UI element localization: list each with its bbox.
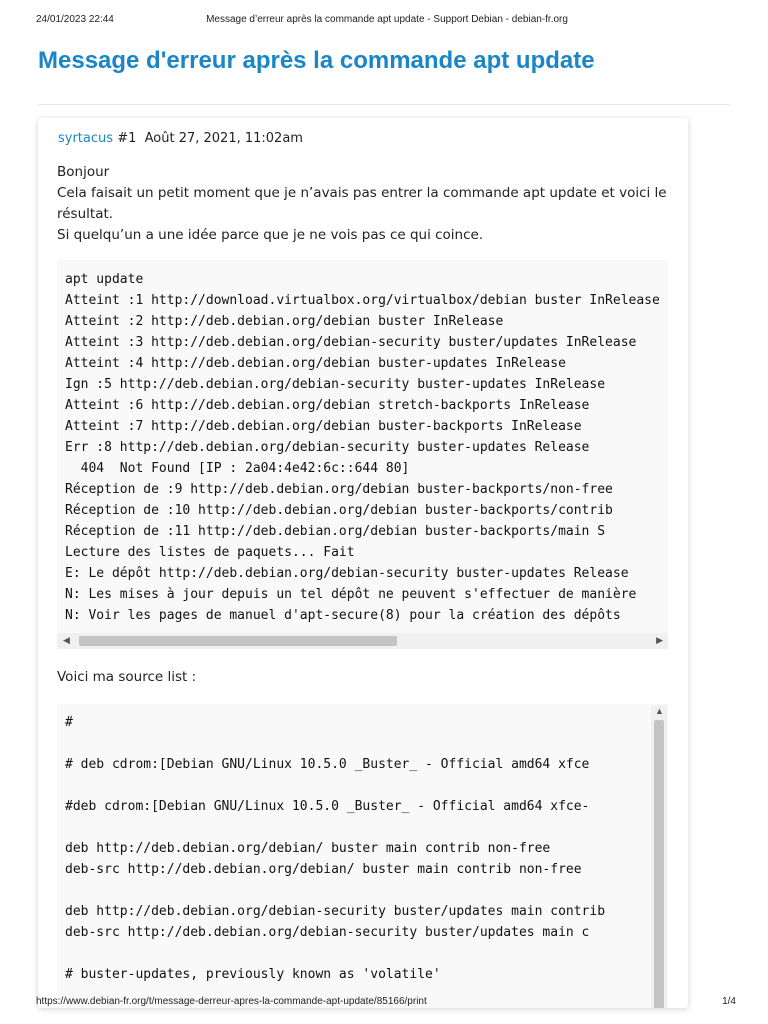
code-line: Atteint :7 http://deb.debian.org/debian buster-backports InRelease bbox=[65, 419, 582, 434]
code-line: N: Les mises à jour depuis un tel dépôt ne peuvent s'effectuer de manière bbox=[65, 587, 637, 602]
code-line: #deb cdrom:[Debian GNU/Linux 10.5.0 _Buster_ - Official amd64 xfce- bbox=[65, 799, 590, 814]
print-footer bbox=[36, 996, 736, 1010]
code-line: Lecture des listes de paquets... Fait bbox=[65, 545, 355, 560]
code-line: deb-src http://deb.debian.org/debian-security buster/updates main c bbox=[65, 925, 590, 940]
post-text-line: Bonjour bbox=[57, 164, 110, 180]
horizontal-scroll-thumb[interactable] bbox=[79, 636, 397, 646]
source-list-code-block[interactable] bbox=[57, 704, 668, 1008]
vertical-scroll-thumb[interactable] bbox=[654, 720, 664, 1008]
code-line: N: Voir les pages de manuel d'apt-secure(8) pour la création des dépôts bbox=[65, 608, 621, 623]
code-line bbox=[65, 733, 605, 754]
print-page-title: Message d’erreur après la commande apt update - Support Debian - debian-fr.org bbox=[206, 14, 568, 25]
title-divider bbox=[38, 104, 730, 105]
post-text-line: Cela faisait un petit moment que je n’avais pas entrer la commande apt update et voici le bbox=[57, 185, 667, 201]
code-line: Ign :5 http://deb.debian.org/debian-security buster-updates InRelease bbox=[65, 377, 606, 392]
source-list-label: Voici ma source list : bbox=[57, 669, 197, 685]
code-line: deb http://deb.debian.org/debian/ buster main contrib non-free bbox=[65, 841, 551, 856]
code-line: deb http://deb.debian.org/debian-security buster/updates main contrib bbox=[65, 904, 606, 919]
code-line bbox=[65, 880, 605, 901]
topic-title: Message d'erreur après la commande apt update bbox=[38, 47, 595, 74]
code-line bbox=[65, 943, 605, 964]
post-text-line: résultat. bbox=[57, 206, 114, 222]
post-username[interactable]: syrtacus bbox=[58, 131, 114, 146]
code-line: Atteint :6 http://deb.debian.org/debian stretch-backports InRelease bbox=[65, 398, 590, 413]
code-line: # bbox=[65, 715, 73, 730]
print-header bbox=[36, 14, 738, 28]
code-line: E: Le dépôt http://deb.debian.org/debian-security buster-updates Release bbox=[65, 566, 629, 581]
horizontal-scrollbar[interactable] bbox=[57, 633, 668, 649]
post-meta bbox=[58, 131, 303, 146]
apt-output-code bbox=[65, 269, 660, 626]
print-page-number: 1/4 bbox=[722, 996, 736, 1007]
post-date: Août 27, 2021, 11:02am bbox=[144, 131, 303, 146]
post-number: #1 bbox=[117, 131, 137, 146]
vertical-scrollbar[interactable] bbox=[651, 705, 667, 1008]
scroll-up-arrow-icon[interactable]: ▲ bbox=[655, 706, 664, 716]
code-line: 404 Not Found [IP : 2a04:4e42:6c::644 80] bbox=[65, 461, 410, 476]
code-line: Atteint :3 http://deb.debian.org/debian-security buster/updates InRelease bbox=[65, 335, 637, 350]
source-list-code bbox=[65, 712, 605, 985]
code-line: # buster-updates, previously known as 'volatile' bbox=[65, 967, 441, 982]
post-card bbox=[38, 118, 688, 1008]
code-line bbox=[65, 775, 605, 796]
code-line: # deb cdrom:[Debian GNU/Linux 10.5.0 _Buster_ - Official amd64 xfce bbox=[65, 757, 590, 772]
print-datetime: 24/01/2023 22:44 bbox=[36, 14, 114, 25]
code-line: Réception de :10 http://deb.debian.org/debian buster-backports/contrib bbox=[65, 503, 613, 518]
code-line: Réception de :11 http://deb.debian.org/debian buster-backports/main S bbox=[65, 524, 606, 539]
code-line bbox=[65, 817, 605, 838]
code-line: Atteint :1 http://download.virtualbox.org/virtualbox/debian buster InRelease bbox=[65, 293, 660, 308]
code-line: Atteint :2 http://deb.debian.org/debian buster InRelease bbox=[65, 314, 504, 329]
code-line: Err :8 http://deb.debian.org/debian-security buster-updates Release bbox=[65, 440, 590, 455]
scroll-right-arrow-icon[interactable]: ▶ bbox=[656, 635, 663, 645]
print-url: https://www.debian-fr.org/t/message-derreur-apres-la-commande-apt-update/85166/print bbox=[36, 996, 427, 1007]
code-line: Réception de :9 http://deb.debian.org/debian buster-backports/non-free bbox=[65, 482, 613, 497]
code-line: Atteint :4 http://deb.debian.org/debian buster-updates InRelease bbox=[65, 356, 566, 371]
code-line: deb-src http://deb.debian.org/debian/ buster main contrib non-free bbox=[65, 862, 582, 877]
post-intro bbox=[57, 162, 667, 246]
scroll-left-arrow-icon[interactable]: ◀ bbox=[63, 635, 70, 645]
post-text-line: Si quelqu’un a une idée parce que je ne vois pas ce qui coince. bbox=[57, 227, 484, 243]
apt-output-code-block[interactable] bbox=[57, 260, 668, 633]
code-line: apt update bbox=[65, 272, 144, 287]
